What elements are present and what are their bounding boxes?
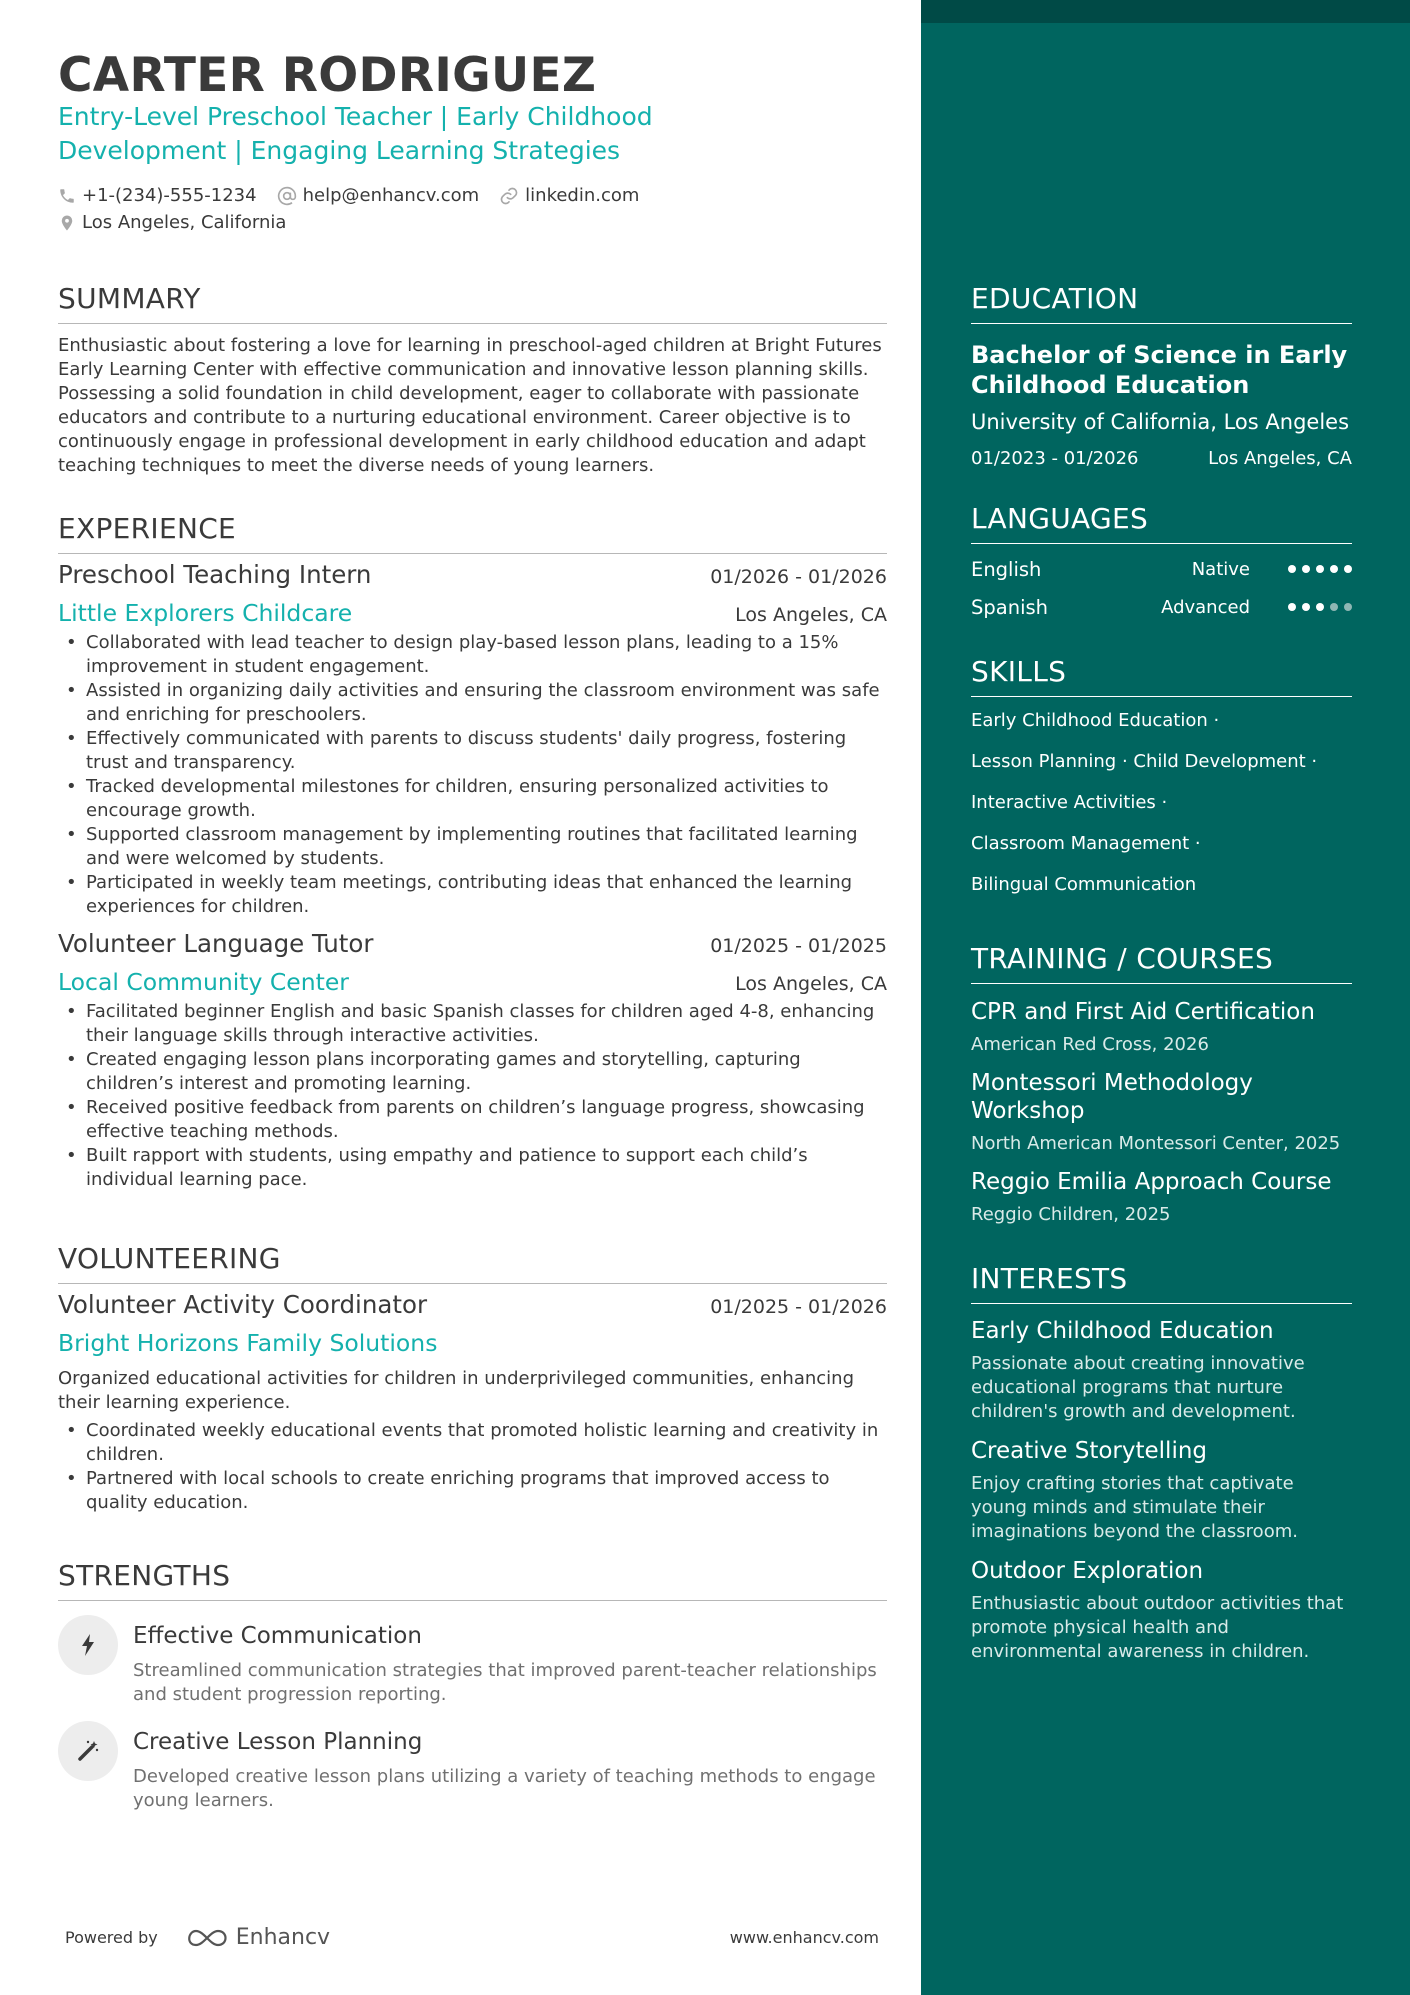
phone-contact[interactable]	[58, 185, 257, 206]
interest-title: Outdoor Exploration	[971, 1558, 1204, 1584]
job-entry	[58, 929, 887, 1192]
bullet-item: • Supported classroom management by implementing routines that facilitated learning and were welcomed by students.	[58, 823, 887, 871]
job-location: Los Angeles, CA	[735, 973, 887, 995]
interest-title: Early Childhood Education	[971, 1318, 1274, 1344]
location-text: Los Angeles, California	[82, 212, 287, 233]
candidate-name: CARTER RODRIGUEZ	[58, 48, 597, 103]
enhancv-logo-icon	[184, 1927, 230, 1949]
course-title: Reggio Emilia Approach Course	[971, 1169, 1332, 1195]
bullet-item: • Facilitated beginner English and basic Spanish classes for children aged 4-8, enhancing their language skills through interactive activities.	[58, 1000, 887, 1048]
skills-list	[971, 709, 1352, 914]
skill-line: Classroom Management ·	[971, 833, 1201, 854]
job-dates: 01/2026 - 01/2026	[710, 566, 887, 588]
rating-dot-filled	[1288, 603, 1296, 611]
skill-line: Interactive Activities ·	[971, 792, 1168, 813]
job-company: Local Community Center	[58, 968, 349, 996]
headline-line-2: Development | Engaging Learning Strategies	[58, 136, 621, 165]
skill-line: Early Childhood Education ·	[971, 710, 1220, 731]
volunteer-role: Volunteer Activity Coordinator	[58, 1290, 428, 1319]
job-location: Los Angeles, CA	[735, 604, 887, 626]
experience-title: EXPERIENCE	[58, 512, 887, 554]
rating-dot-empty	[1344, 603, 1352, 611]
headline-line-1: Entry-Level Preschool Teacher | Early Childhood	[58, 102, 653, 131]
lightning-icon	[80, 1634, 96, 1656]
interest-item	[971, 1318, 1352, 1424]
volunteer-bullets	[58, 1419, 887, 1515]
language-name: Spanish	[971, 595, 1049, 619]
job-bullets	[58, 1000, 887, 1192]
language-item	[971, 594, 1352, 620]
strength-title: Effective Communication	[133, 1623, 422, 1649]
location-pin-icon	[58, 213, 76, 233]
rating-dot-filled	[1316, 603, 1324, 611]
location-contact	[58, 212, 286, 233]
at-sign-icon	[277, 186, 297, 206]
skills-title: SKILLS	[971, 655, 1352, 697]
volunteer-org: Bright Horizons Family Solutions	[58, 1329, 438, 1357]
course-provider: American Red Cross, 2026	[971, 1034, 1209, 1055]
volunteering-section	[58, 1242, 887, 1515]
phone-text: +1-(234)-555-1234	[82, 185, 257, 206]
job-title: Volunteer Language Tutor	[58, 929, 374, 958]
education-title: EDUCATION	[971, 282, 1352, 324]
interest-desc: Enjoy crafting stories that captivate young minds and stimulate their imaginations beyond the classroom.	[971, 1473, 1298, 1542]
brand-logo[interactable]	[184, 1925, 330, 1950]
strength-item	[58, 1721, 887, 1813]
job-title: Preschool Teaching Intern	[58, 560, 372, 589]
interest-item	[971, 1558, 1352, 1664]
brand-name: Enhancv	[235, 1925, 331, 1950]
bullet-item: • Built rapport with students, using empathy and patience to support each child’s individual learning pace.	[58, 1144, 887, 1192]
job-bullets	[58, 631, 887, 919]
bullet-item: • Coordinated weekly educational events that promoted holistic learning and creativity in children.	[58, 1419, 887, 1467]
course-provider: Reggio Children, 2025	[971, 1204, 1171, 1225]
skills-section	[971, 655, 1352, 914]
bullet-item: • Created engaging lesson plans incorporating games and storytelling, capturing children’s interest and promoting learning.	[58, 1048, 887, 1096]
strength-desc: Streamlined communication strategies that improved parent-teacher relationships and student progression reporting.	[133, 1660, 877, 1705]
rating-dot-filled	[1288, 565, 1296, 573]
language-level: Advanced	[1161, 596, 1250, 618]
interest-item	[971, 1438, 1352, 1544]
skill-line: Bilingual Communication	[971, 874, 1197, 895]
bullet-item: • Assisted in organizing daily activities and ensuring the classroom environment was safe and enriching for preschoolers.	[58, 679, 887, 727]
language-rating	[1282, 603, 1352, 611]
language-level: Native	[1191, 558, 1250, 580]
magic-wand-icon	[77, 1740, 99, 1762]
strength-icon-circle	[58, 1615, 118, 1675]
job-company: Little Explorers Childcare	[58, 599, 353, 627]
strength-item	[58, 1615, 887, 1707]
rating-dot-filled	[1302, 603, 1310, 611]
skill-line: Lesson Planning · Child Development ·	[971, 751, 1318, 772]
job-dates: 01/2025 - 01/2025	[710, 935, 887, 957]
rating-dot-filled	[1330, 565, 1338, 573]
rating-dot-empty	[1330, 603, 1338, 611]
interest-title: Creative Storytelling	[971, 1438, 1208, 1464]
bullet-item: • Participated in weekly team meetings, contributing ideas that enhanced the learning experiences for children.	[58, 871, 887, 919]
volunteering-title: VOLUNTEERING	[58, 1242, 887, 1284]
job-entry	[58, 560, 887, 919]
sidebar-top-bar	[921, 0, 1410, 23]
training-title: TRAINING / COURSES	[971, 942, 1352, 984]
bullet-item: • Collaborated with lead teacher to design play-based lesson plans, leading to a 15% improvement in student engagement.	[58, 631, 887, 679]
bullet-item: • Effectively communicated with parents to discuss students' daily progress, fostering trust and transparency.	[58, 727, 887, 775]
interests-title: INTERESTS	[971, 1262, 1352, 1304]
interests-section	[971, 1262, 1352, 1664]
education-section	[971, 282, 1352, 469]
strength-title: Creative Lesson Planning	[133, 1729, 423, 1755]
education-degree: Bachelor of Science in Early Childhood Education	[971, 341, 1348, 399]
powered-by-label: Powered by	[65, 1928, 158, 1947]
summary-text: Enthusiastic about fostering a love for learning in preschool-aged children at Bright Futures Early Learning Center with effective communication and innovative lesson planning skills. Possessing a solid foundation in child development, eager to collaborate with passionate educators and contribute to a nurturing educational environment. Career objective is to continuously engage in professional development in early childhood education and adapt teaching techniques to meet the diverse needs of young learners.	[58, 335, 882, 476]
rating-dot-filled	[1316, 565, 1324, 573]
volunteer-dates: 01/2025 - 01/2026	[710, 1296, 887, 1318]
volunteer-description: Organized educational activities for children in underprivileged communities, enhancing their learning experience.	[58, 1368, 854, 1413]
contact-info	[58, 182, 659, 236]
bullet-item: • Partnered with local schools to create enriching programs that improved access to quality education.	[58, 1467, 887, 1515]
education-school: University of California, Los Angeles	[971, 410, 1350, 434]
education-location: Los Angeles, CA	[1208, 448, 1352, 469]
bullet-item: • Tracked developmental milestones for children, ensuring personalized activities to encourage growth.	[58, 775, 887, 823]
experience-section	[58, 512, 887, 1192]
course-provider: North American Montessori Center, 2025	[971, 1133, 1341, 1154]
training-section	[971, 942, 1352, 1225]
linkedin-contact[interactable]	[499, 185, 639, 206]
linkedin-text: linkedin.com	[525, 185, 640, 206]
strength-icon-circle	[58, 1721, 118, 1781]
course-title: CPR and First Aid Certification	[971, 999, 1315, 1025]
languages-title: LANGUAGES	[971, 502, 1352, 544]
language-rating	[1282, 565, 1352, 573]
headline	[58, 100, 698, 168]
language-item	[971, 556, 1352, 582]
course-title: Montessori Methodology Workshop	[971, 1070, 1253, 1124]
phone-icon	[58, 187, 76, 205]
course-item	[971, 1168, 1352, 1225]
education-dates: 01/2023 - 01/2026	[971, 448, 1139, 469]
summary-title: SUMMARY	[58, 282, 887, 324]
email-text: help@enhancv.com	[302, 185, 480, 206]
strengths-title: STRENGTHS	[58, 1559, 887, 1601]
rating-dot-filled	[1344, 565, 1352, 573]
bullet-item: • Received positive feedback from parents on children’s language progress, showcasing effective teaching methods.	[58, 1096, 887, 1144]
summary-section	[58, 282, 887, 478]
link-icon	[499, 186, 519, 206]
rating-dot-filled	[1302, 565, 1310, 573]
language-name: English	[971, 557, 1042, 581]
website-link[interactable]: www.enhancv.com	[729, 1928, 879, 1947]
strengths-section	[58, 1559, 887, 1813]
interest-desc: Passionate about creating innovative educational programs that nurture children's growth and development.	[971, 1353, 1305, 1422]
email-contact[interactable]	[277, 185, 480, 206]
strength-desc: Developed creative lesson plans utilizing a variety of teaching methods to engage young learners.	[133, 1766, 876, 1811]
languages-section	[971, 502, 1352, 620]
interest-desc: Enthusiastic about outdoor activities that promote physical health and environmental awareness in children.	[971, 1593, 1344, 1662]
course-item	[971, 1069, 1352, 1154]
sidebar	[921, 0, 1410, 1995]
footer	[65, 1925, 879, 1950]
course-item	[971, 998, 1352, 1055]
